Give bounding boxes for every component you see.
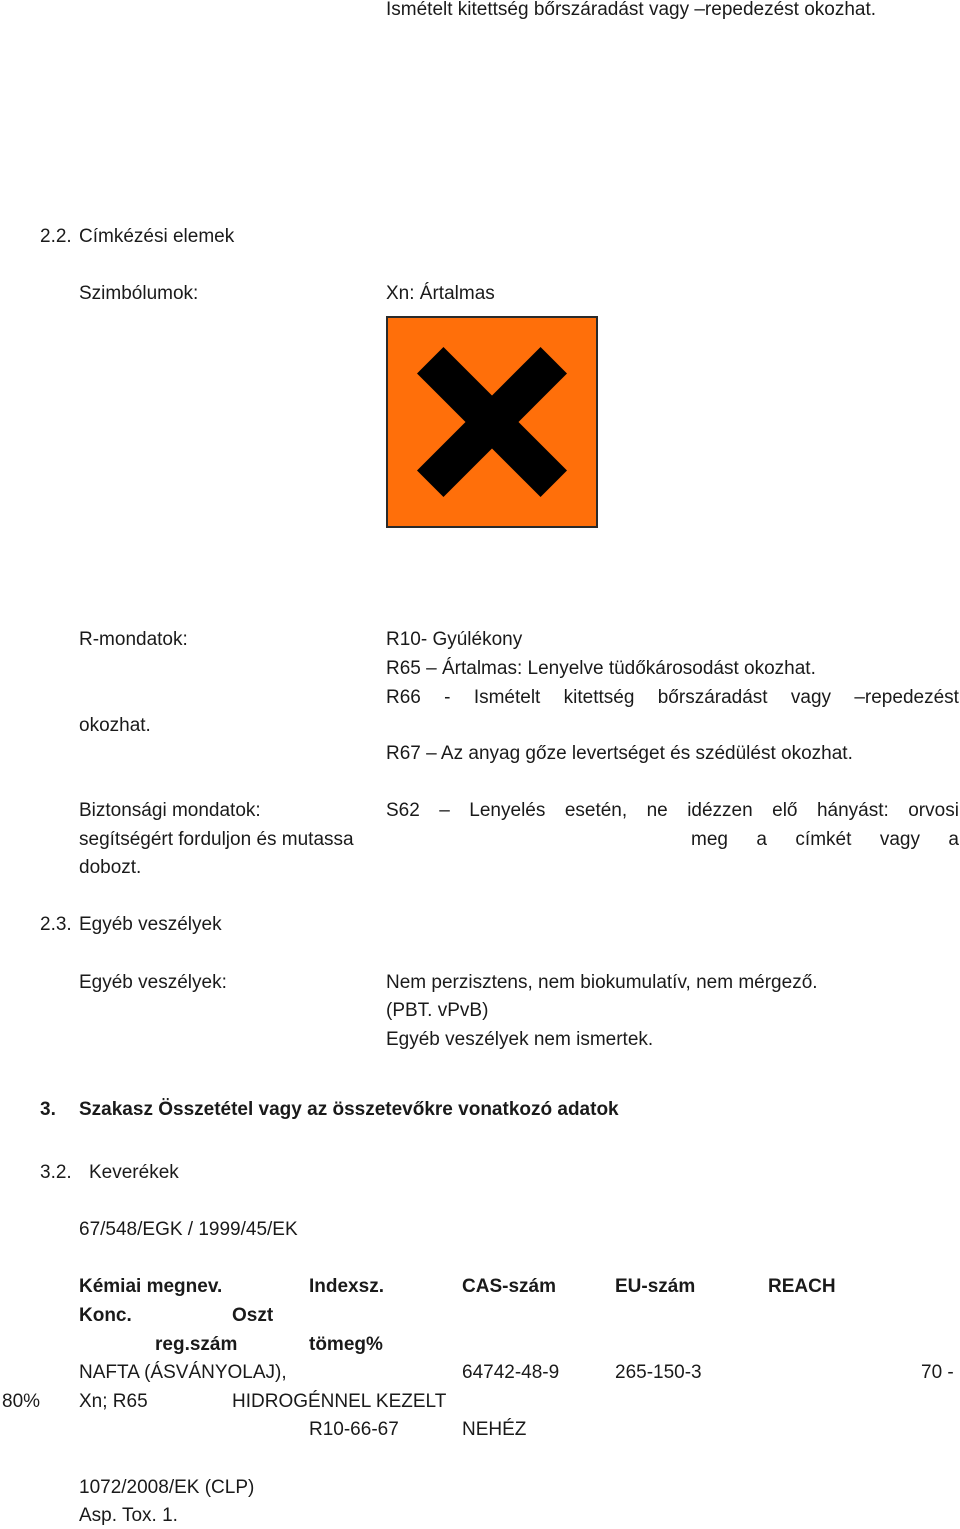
s62-word: vagy [879, 829, 920, 850]
col-concentration: Konc. [79, 1305, 132, 1326]
row-r-phrases: R10-66-67 [309, 1419, 399, 1440]
row-chemical-name-cont: HIDROGÉNNEL KEZELT [232, 1391, 447, 1412]
row-eu-number: 265-150-3 [615, 1362, 702, 1383]
s62-word: hányást: [816, 800, 889, 821]
directive-ref: 67/548/EGK / 1999/45/EK [79, 1219, 298, 1240]
col-eu-number: EU-szám [615, 1276, 696, 1297]
row-chemical-name: NAFTA (ÁSVÁNYOLAJ), [79, 1362, 287, 1383]
s62-phrase [386, 798, 959, 824]
carryover-text: Ismételt kitettség bőrszáradást vagy –repedezést okozhat. [386, 0, 877, 20]
s62-word: ne [646, 800, 668, 821]
clp-classification: Asp. Tox. 1. [79, 1505, 178, 1526]
section-3-2-number: 3.2. [40, 1162, 72, 1183]
r-phrases-label: R-mondatok: [79, 629, 188, 650]
r10-phrase: R10- Gyúlékony [386, 629, 523, 650]
safety-label: Biztonsági mondatok: [79, 800, 261, 821]
row-chemical-name-cont2: NEHÉZ [462, 1419, 527, 1440]
other-hazards-label: Egyéb veszélyek: [79, 972, 227, 993]
col-class: Oszt [232, 1305, 274, 1326]
s62-word: Lenyelés [469, 800, 546, 821]
col-chemical-name: Kémiai megnev. [79, 1276, 223, 1297]
section-3-2-title: Keverékek [89, 1162, 179, 1183]
section-2-3-number: 2.3. [40, 914, 72, 935]
r65-phrase: R65 – Ártalmas: Lenyelve tüdőkárosodást okozhat. [386, 658, 816, 679]
col-weight-percent: tömeg% [309, 1334, 383, 1355]
s62-word: meg [691, 829, 728, 850]
s62-line2-left: segítségért forduljon és mutassa [79, 829, 354, 850]
section-2-2-number: 2.2. [40, 226, 72, 247]
s62-word: címkét [795, 829, 852, 850]
r66-word: Ismételt [473, 687, 541, 708]
row-cas-number: 64742-48-9 [462, 1362, 560, 1383]
r67-phrase: R67 – Az anyag gőze levertséget és szédülést okozhat. [386, 743, 853, 764]
r66-word: R66 [386, 687, 421, 708]
s62-line2-right [691, 827, 959, 853]
symbols-value: Xn: Ártalmas [386, 283, 495, 304]
other-hazards-line1: Nem perzisztens, nem biokumulatív, nem mérgező. [386, 972, 818, 993]
col-reg-number: reg.szám [155, 1334, 238, 1355]
row-concentration-start: 70 - [921, 1362, 954, 1383]
r66-continuation: okozhat. [79, 715, 151, 736]
r66-word: vagy [790, 687, 832, 708]
s62-word: esetén, [564, 800, 628, 821]
s62-word: a [756, 829, 767, 850]
other-hazards-line3: Egyéb veszélyek nem ismertek. [386, 1029, 654, 1050]
r66-word: bőrszáradást [657, 687, 768, 708]
section-2-3-title: Egyéb veszélyek [79, 914, 222, 935]
row-concentration-end: 80% [2, 1391, 41, 1412]
symbols-label: Szimbólumok: [79, 283, 199, 304]
r66-word: - [444, 687, 451, 708]
section-3-number: 3. [40, 1099, 56, 1120]
col-reach: REACH [768, 1276, 836, 1297]
s62-line3: dobozt. [79, 857, 142, 878]
s62-word: elő [772, 800, 798, 821]
s62-word: a [948, 829, 959, 850]
other-hazards-line2: (PBT. vPvB) [386, 1000, 489, 1021]
clp-regulation: 1072/2008/EK (CLP) [79, 1477, 255, 1498]
section-3-title: Szakasz Összetétel vagy az összetevőkre vonatkozó adatok [79, 1099, 619, 1120]
s62-word: orvosi [908, 800, 959, 821]
harmful-x-icon-graphic [388, 318, 596, 526]
col-cas-number: CAS-szám [462, 1276, 556, 1297]
col-index-number: Indexsz. [309, 1276, 384, 1297]
s62-word: – [439, 800, 450, 821]
harmful-x-icon [386, 316, 598, 528]
s62-word: S62 [386, 800, 420, 821]
r66-word: –repedezést [854, 687, 959, 708]
row-class: Xn; R65 [79, 1391, 148, 1412]
r66-word: kitettség [563, 687, 635, 708]
r66-phrase [386, 685, 959, 711]
section-2-2-title: Címkézési elemek [79, 226, 235, 247]
s62-word: idézzen [687, 800, 753, 821]
